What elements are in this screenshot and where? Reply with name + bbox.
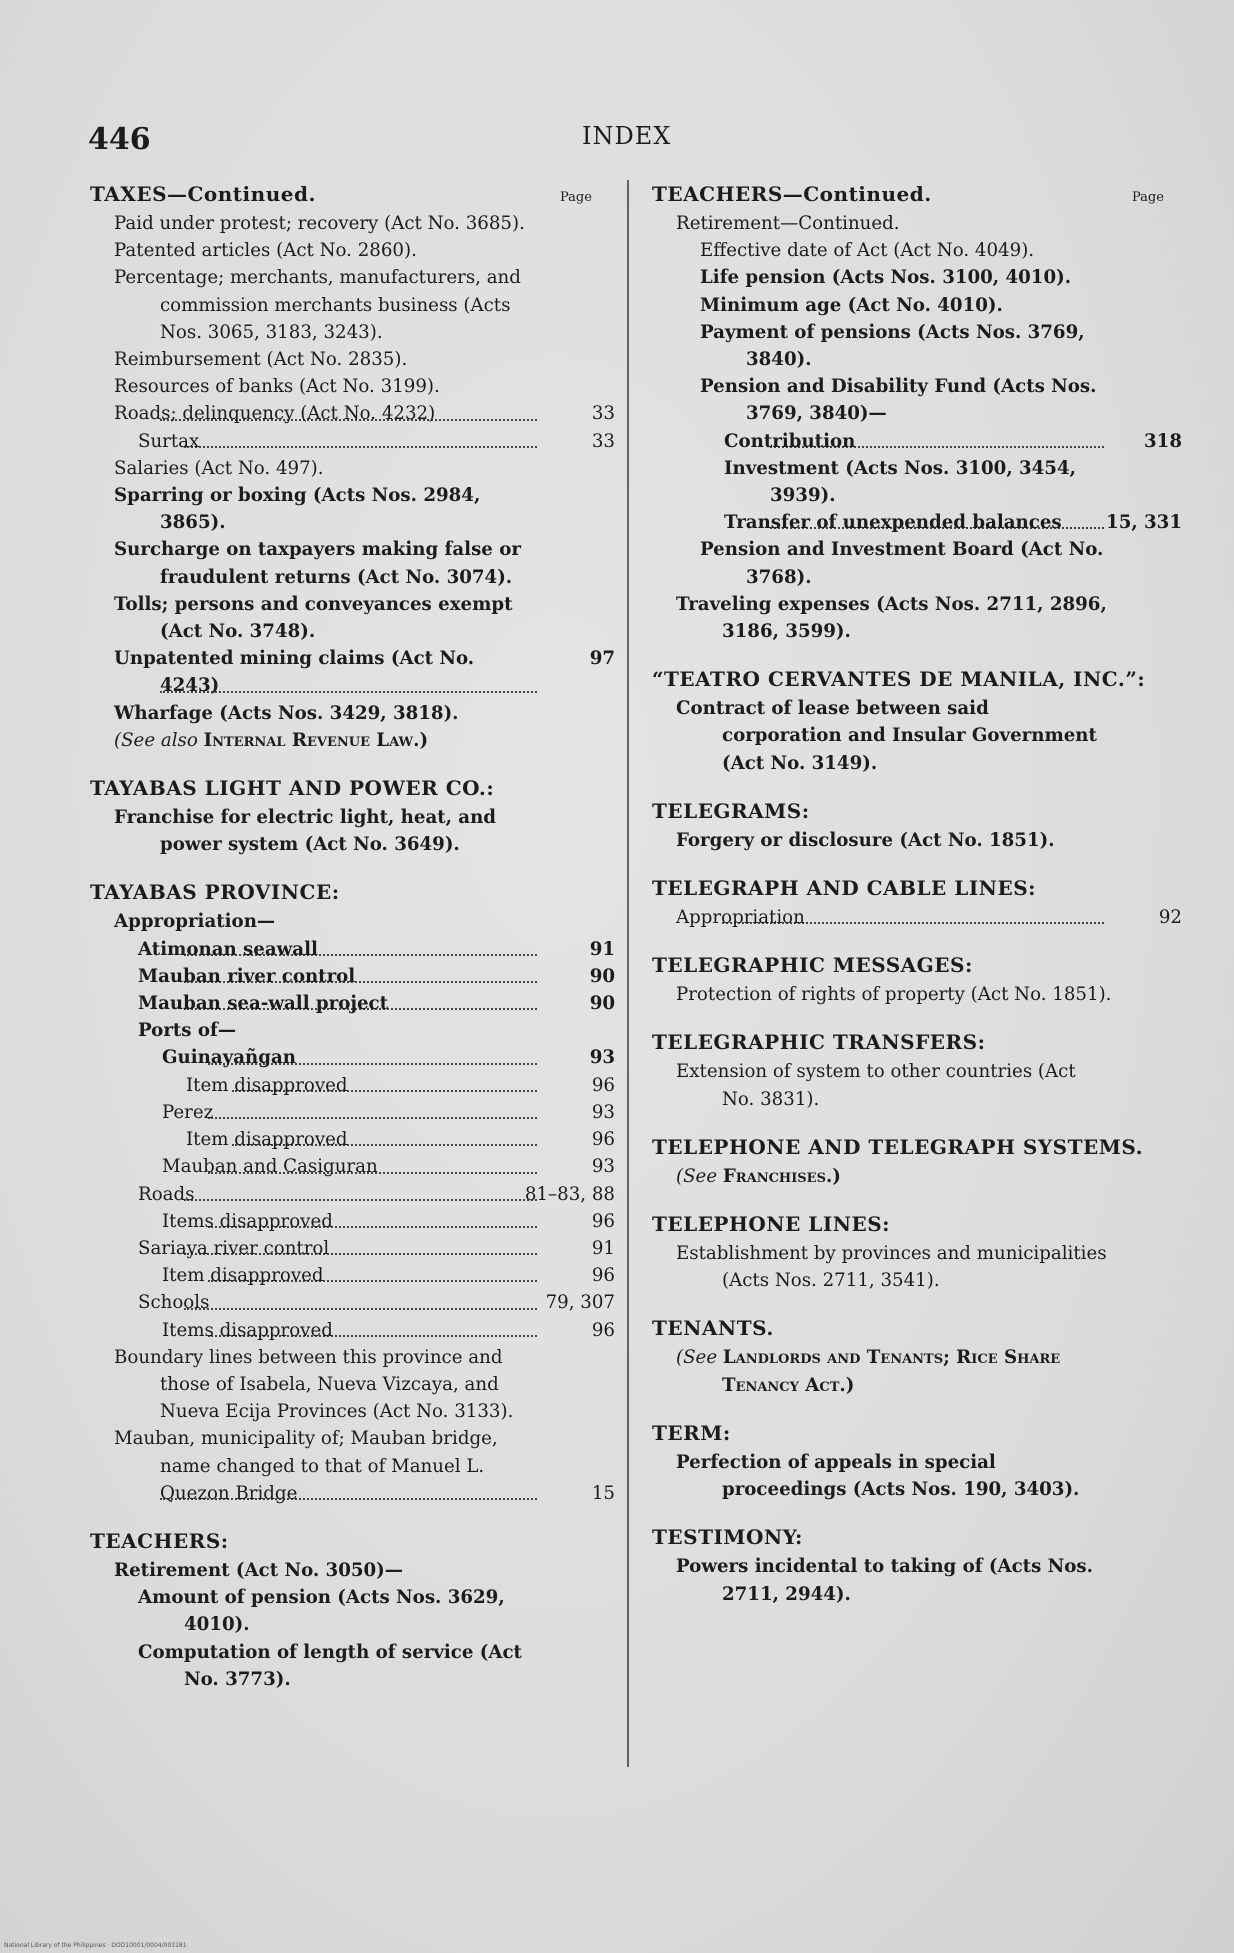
entry-text: Mauban and Casiguran (162, 1156, 378, 1178)
page-number: 446 (88, 122, 151, 157)
scan-footer: National Library of the Philippines · DOD10001/0004/003181 (4, 1942, 187, 1949)
index-entry (724, 428, 1182, 455)
page-ref: 90 (589, 993, 615, 1015)
heading-tayabas-light: TAYABAS LIGHT AND POWER CO.: (90, 776, 495, 801)
heading-term: TERM: (652, 1420, 731, 1445)
heading-taxes: TAXES—Continued. (90, 182, 316, 206)
index-entry: Retirement—Continued. (676, 213, 900, 234)
entry-text: Schools (138, 1292, 210, 1314)
page-ref: 15 (591, 1482, 615, 1504)
page-ref: 97 (589, 648, 615, 670)
page-ref: 318 (1144, 430, 1182, 452)
entry-text: Contribution (724, 430, 856, 452)
index-entry: Retirement (Act No. 3050)— (114, 1559, 403, 1581)
see-reference (676, 1344, 1182, 1398)
index-entry (138, 1289, 615, 1316)
index-entry (114, 1425, 615, 1507)
index-entry: Life pension (Acts Nos. 3100, 4010). (700, 267, 1072, 289)
index-entry (138, 936, 615, 963)
entry-text: Guinayañgan (162, 1047, 296, 1069)
index-entry (724, 509, 1182, 536)
see-ref: Landlords and Tenants; Rice Share Tenancy Act.) (722, 1347, 1061, 1396)
index-entry: Percentage; merchants, manufacturers, and commission merchants business (Acts Nos. 3065, 3183, 3243). (114, 267, 521, 343)
index-entry (186, 1126, 615, 1153)
entry-text: Item disapproved (186, 1129, 348, 1151)
heading-telegraphic-transfers: TELEGRAPHIC TRANSFERS: (652, 1030, 986, 1055)
see-ref: Internal Revenue Law.) (203, 729, 429, 751)
heading-telephone-telegraph: TELEPHONE AND TELEGRAPH SYSTEMS. (652, 1134, 1144, 1159)
index-entry: Sparring or boxing (Acts Nos. 2984, 3865). (114, 485, 481, 534)
index-entry: Surcharge on taxpayers making false or fraudulent returns (Act No. 3074). (114, 539, 521, 588)
index-entry: Powers incidental to taking of (Acts Nos. 2711, 2944). (676, 1556, 1093, 1605)
entry-text: Mauban, municipality of; Mauban bridge, name changed to that of Manuel L. Quezon Bridge (114, 1428, 498, 1504)
entry-text: Atimonan seawall (138, 938, 318, 960)
page-ref: 90 (589, 965, 615, 987)
index-entry: Patented articles (Act No. 2860). (114, 240, 417, 262)
entry-text: Unpatented mining claims (Act No. 4243) (114, 648, 475, 697)
index-entry: Establishment by provinces and municipalities (Acts Nos. 2711, 3541). (676, 1243, 1107, 1292)
index-entry: Franchise for electric light, heat, and power system (Act No. 3649). (114, 807, 497, 856)
page-ref: 96 (591, 1265, 615, 1287)
page-column-label-left: Page (560, 190, 592, 205)
index-entry: Perfection of appeals in special proceedings (Acts Nos. 190, 3403). (676, 1451, 1080, 1501)
index-entry (114, 645, 615, 699)
entry-text: Items disapproved (162, 1319, 333, 1341)
heading-telephone-lines: TELEPHONE LINES: (652, 1212, 891, 1237)
index-entry: Investment (Acts Nos. 3100, 3454, 3939). (724, 457, 1076, 507)
index-entry (162, 1153, 615, 1180)
left-column (90, 182, 615, 1693)
entry-text: Roads (138, 1183, 195, 1205)
index-entry: Amount of pension (Acts Nos. 3629, 4010). (138, 1587, 505, 1636)
heading-tenants: TENANTS. (652, 1316, 774, 1341)
page-column-label-right: Page (1132, 190, 1164, 205)
index-entry: Pension and Investment Board (Act No. 3768). (700, 539, 1104, 588)
page-ref: 91 (591, 1237, 615, 1259)
see-prefix: (See (676, 1347, 718, 1369)
entry-text: Perez (162, 1101, 214, 1123)
index-entry (138, 1235, 615, 1262)
page-ref: 92 (1158, 907, 1182, 929)
see-prefix: (See also (114, 729, 198, 751)
index-entry: Effective date of Act (Act No. 4049). (700, 240, 1035, 262)
heading-testimony: TESTIMONY: (652, 1525, 803, 1550)
index-entry (676, 904, 1182, 931)
index-entry: Reimbursement (Act No. 2835). (114, 349, 408, 371)
index-entry (114, 400, 615, 427)
heading-teachers: TEACHERS: (90, 1528, 229, 1553)
index-entry (162, 1262, 615, 1289)
entry-text: Item disapproved (162, 1265, 324, 1287)
index-entry (186, 1072, 615, 1099)
index-entry (138, 963, 615, 990)
page-ref: 96 (591, 1129, 615, 1151)
entry-text: Sariaya river control (138, 1237, 330, 1259)
page-ref: 93 (591, 1101, 615, 1123)
page-ref: 96 (591, 1074, 615, 1096)
see-prefix: (See (676, 1165, 718, 1187)
index-entry: Wharfage (Acts Nos. 3429, 3818). (114, 702, 459, 724)
index-entry: Traveling expenses (Acts Nos. 2711, 2896, 3186, 3599). (676, 593, 1107, 643)
index-entry: Paid under protest; recovery (Act No. 3685). (114, 213, 525, 234)
index-entry: Minimum age (Act No. 4010). (700, 294, 1003, 316)
page-ref: 15, 331 (1106, 512, 1182, 534)
heading-telegraphic-messages: TELEGRAPHIC MESSAGES: (652, 953, 973, 978)
page-ref: 81–83, 88 (524, 1183, 615, 1205)
page-ref: 93 (591, 1156, 615, 1178)
page-ref: 79, 307 (545, 1292, 615, 1314)
heading-tayabas-province: TAYABAS PROVINCE: (90, 880, 340, 905)
index-entry: Appropriation— (114, 911, 276, 933)
index-entry: Computation of length of service (Act No. 3773). (138, 1641, 522, 1690)
page-ref: 33 (591, 403, 615, 425)
index-entry: Boundary lines between this province and those of Isabela, Nueva Vizcaya, and Nueva Ecija Provinces (Act No. 3133). (114, 1346, 514, 1423)
entry-text: Surtax (138, 430, 200, 452)
index-entry: Extension of system to other countries (Act No. 3831). (676, 1061, 1076, 1110)
index-entry: Tolls; persons and conveyances exempt (Act No. 3748). (114, 593, 513, 643)
entry-text: Mauban sea-wall project (138, 993, 388, 1015)
index-entry: Pension and Disability Fund (Acts Nos. 3769, 3840)— (700, 376, 1097, 425)
index-entry (162, 1317, 615, 1344)
index-entry: Contract of lease between said corporation and Insular Government (Act No. 3149). (676, 698, 1097, 774)
index-entry (162, 1099, 615, 1126)
page-ref: 91 (589, 938, 615, 960)
running-head: INDEX (582, 122, 672, 150)
see-also-reference (114, 727, 615, 754)
heading-teatro: “TEATRO CERVANTES DE MANILA, INC.”: (652, 667, 1146, 692)
index-entry (162, 1208, 615, 1235)
entry-text: Mauban river control (138, 965, 356, 987)
see-ref: Franchises.) (722, 1165, 841, 1187)
index-entry: Forgery or disclosure (Act No. 1851). (676, 829, 1055, 851)
heading-telegrams: TELEGRAMS: (652, 798, 810, 823)
heading-telegraph-cable: TELEGRAPH AND CABLE LINES: (652, 876, 1037, 901)
index-entry (162, 1044, 615, 1071)
index-entry (138, 428, 615, 455)
column-divider (627, 180, 629, 1767)
heading-teachers-continued: TEACHERS—Continued. (652, 182, 932, 206)
index-entry: Ports of— (138, 1020, 237, 1042)
entry-text: Appropriation (676, 907, 805, 929)
index-entry: Payment of pensions (Acts Nos. 3769, 3840). (700, 321, 1085, 371)
index-entry (138, 990, 615, 1017)
index-entry: Salaries (Act No. 497). (114, 457, 324, 479)
entry-text: Roads; delinquency (Act No. 4232) (114, 403, 436, 425)
entry-text: Items disapproved (162, 1210, 333, 1232)
page-ref: 93 (589, 1047, 615, 1069)
see-reference (676, 1163, 1182, 1190)
entry-text: Transfer of unexpended balances (724, 512, 1062, 534)
index-entry: Resources of banks (Act No. 3199). (114, 376, 440, 398)
right-column (652, 182, 1182, 1608)
page-ref: 33 (591, 430, 615, 452)
page-ref: 96 (591, 1319, 615, 1341)
entry-text: Item disapproved (186, 1074, 348, 1096)
index-entry (138, 1181, 615, 1208)
page-ref: 96 (591, 1210, 615, 1232)
index-entry: Protection of rights of property (Act No. 1851). (676, 984, 1112, 1006)
